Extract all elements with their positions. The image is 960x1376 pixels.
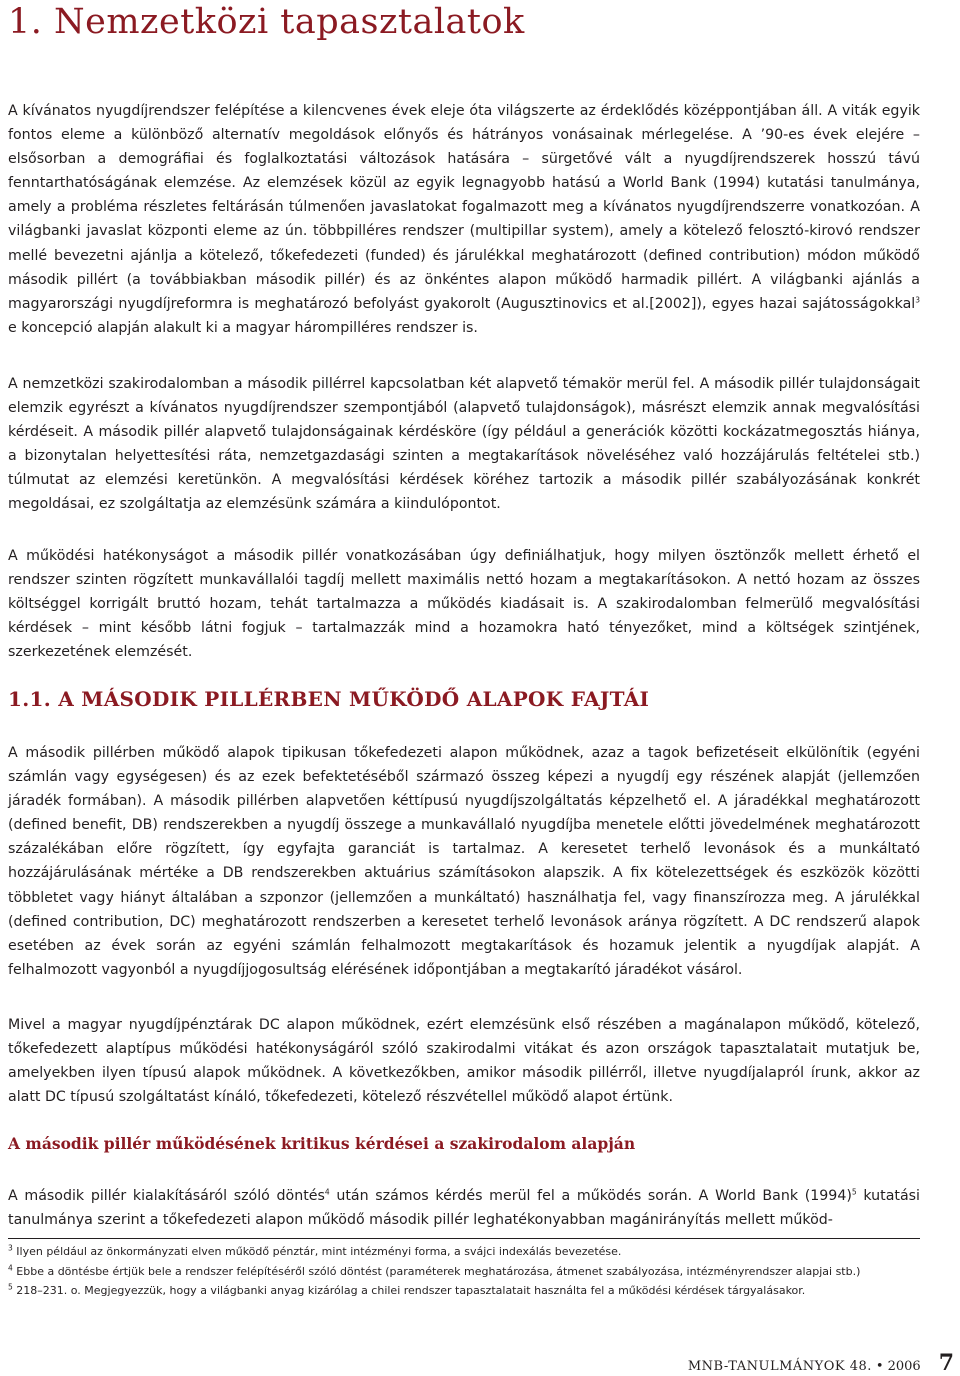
footnote-5	[8, 1281, 928, 1301]
footnote-divider	[8, 1238, 920, 1239]
page-title: 1. Nemzetközi tapasztalatok	[8, 2, 525, 42]
body-paragraph-4: A második pillérben működő alapok tipikusan tőkefedezeti alapon működnek, azaz a tagok befizetéseit elkülönítik (egyéni számlán vagy egységesen) és az ezek befektetéséből származó összeg képezi a nyugdíj egy részének alapját (jellemzően járadék formában). A második pillérben alapvetően kéttípusú nyugdíjszolgáltatás képzelhető el. A járadékkal meghatározott (defined benefit, DB) rendszerekben a nyugdíj összege a munkavállaló nyugdíjba menetele előtti jövedelmének meghatározott százalékában előre rögzített, így egyfajta garanciát is tartalmaz. A keresetet terhelő levonások és a munkáltató hozzájárulásának mértéke a DB rendszerekben aktuárius számításokon alapszik. A fix kötelezettségek és eszközök közötti többletet vagy hiányt általában a szponzor (jellemzően a munkáltató) használhatja fel, vagy finanszírozza meg. A járulékkal (defined contribution, DC) meghatározott rendszerben a keresetet terhelő levonások aránya rögzített. A DC rendszerű alapok esetében az évek során az egyéni számlán felhalmozott megtakarítások és hozamuk jelentik a nyugdíjak alapját. A felhalmozott vagyonból a nyugdíjjogosultság elérésének időpontjában a megtakarító járadékot vásárol.	[8, 745, 920, 978]
body-paragraph-3: A működési hatékonyságot a második pillér vonatkozásában úgy definiálhatjuk, hogy milyen ösztönzők mellett érhető el rendszer szinten rögzített munkavállalói tagdíj mellett maximális nettó hozam a megtakarításokon. A nettó hozam az összes költséggel korrigált bruttó hozam, tehát tartalmazza a működés kiadásait is. A szakirodalomban felmerülő megvalósítási kérdések – mint később látni fogjuk – tartalmazzák mind a hozamokra ható tényezőket, mind a költségek szintjének, szerkezetének elemzését.	[8, 548, 920, 661]
footnote-number: 3	[8, 1243, 13, 1253]
footer-journal-name: MNB-TANULMÁNYOK 48.	[687, 1359, 872, 1374]
paragraph-text: A második pillér kialakításáról szóló döntés	[8, 1188, 325, 1204]
page-number: 7	[938, 1350, 954, 1376]
footnote-text: Ilyen például az önkormányzati elven működő pénztár, mint intézményi forma, a svájci indexálás bevezetése.	[16, 1245, 622, 1258]
paragraph-text: kutatási tanulmánya szerint a tőkefedezeti alapon működő második pillér leghatékonyabban magánirányítás mellett működ-	[8, 1188, 920, 1229]
footer-bullet: •	[875, 1359, 884, 1374]
footnote-number: 4	[8, 1262, 13, 1272]
footnote-ref-3[interactable]: 3	[915, 295, 920, 305]
footer-year: 2006	[887, 1359, 921, 1374]
footnote-3	[8, 1242, 928, 1262]
paragraph-text: után számos kérdés merül fel a működés során. A World Bank (1994)	[329, 1188, 852, 1204]
paragraph-text: e koncepció alapján alakult ki a magyar hárompilléres rendszer is.	[8, 319, 478, 336]
footnotes	[8, 1242, 928, 1301]
paragraph-text: A kívánatos nyugdíjrendszer felépítése a kilencvenes évek eleje óta világszerte az érdeklődés középpontjában áll. A viták egyik fontos eleme a különböző alternatív megoldások előnyős és hátrányos vonásainak mérlegelése. A ’90-es évek elejére – elsősorban a demográfiai és foglalkoztatási változások hatására – sürgetővé vált a nyugdíjrendszerek hosszú távú fenntarthatóságának elemzése. Az elemzések közül az egyik legnagyobb hatású a World Bank (1994) kutatási tanulmánya, amely a probléma részletes feltárásán túlmenően javaslatokat fogalmazott meg a kívánatos nyugdíjrendszerre vonatkozóan. A világbanki javaslat központi eleme az ún. többpilléres rendszer (multipillar system), amely a kötelező felosztó-kirovó rendszer mellé bevezetni ajánlja a kötelező, tőkefedezeti (funded) és járulékkal meghatározott (defined contribution) módon működő második pillért (a továbbiakban második pillér) és az önkéntes alapon működő harmadik pillért. A világbanki ajánlás a magyarországi nyugdíjreformra is meghatározó befolyást gyakorolt (Augusztinovics et al.[2002]), egyes hazai sajátosságokkal	[8, 103, 920, 312]
body-paragraph-6	[8, 1184, 920, 1232]
body-paragraph-1	[8, 99, 920, 340]
sub-heading: A második pillér működésének kritikus kérdései a szakirodalom alapján	[8, 1134, 636, 1153]
footnote-number: 5	[8, 1282, 13, 1292]
footnote-4	[8, 1262, 928, 1282]
footnote-text: 218–231. o. Megjegyezzük, hogy a világbanki anyag kizárólag a chilei rendszer tapasztalatait használta fel a működési kérdések tárgyalásakor.	[16, 1284, 806, 1297]
footnote-ref-5[interactable]: 5	[851, 1187, 857, 1197]
footnote-ref-4[interactable]: 4	[324, 1187, 330, 1197]
body-paragraph-5: Mivel a magyar nyugdíjpénztárak DC alapon működnek, ezért elemzésünk első részében a magánalapon működő, kötelező, tőkefedezett alaptípus működési hatékonyságáról szóló szakirodalmi vitákat és azon országok tapasztalatait mutatjuk be, amelyekben ilyen típusú alapok működnek. A következőkben, amikor második pillérről, illetve nyugdíjalapról írunk, akkor az alatt DC típusú szolgáltatást kínáló, tőkefedezeti, kötelező részvétellel működő alapot értünk.	[8, 1017, 920, 1106]
footnote-text: Ebbe a döntésbe értjük bele a rendszer felépítéséről szóló döntést (paraméterek meghatározása, átmenet szabályozása, intézményrendszer alapjai stb.)	[16, 1264, 861, 1278]
page-footer	[688, 1350, 954, 1376]
body-paragraph-2: A nemzetközi szakirodalomban a második pillérrel kapcsolatban két alapvető témakör merül fel. A második pillér tulajdonságait elemzik egyrészt a kívánatos nyugdíjrendszer szempontjából (alapvető tulajdonságok), másrészt elemzik annak megvalósítási kérdéseit. A második pillér alapvető tulajdonságainak kérdésköre (így például a generációk közötti kockázatmegosztás hiánya, a bizonytalan helyettesítési ráta, nemzetgazdasági szinten a megtakarítások növeléséhez való hozzájárulás feltételei stb.) túlmutat az elemzési keretünkön. A megvalósítási kérdések köréhez tartozik a második pillér szabályozásának konkrét megoldásai, ez szolgáltatja az elemzésünk számára a kiindulópontot.	[8, 376, 920, 513]
section-heading: 1.1. A MÁSODIK PILLÉRBEN MŰKÖDŐ ALAPOK FAJTÁI	[8, 687, 650, 711]
